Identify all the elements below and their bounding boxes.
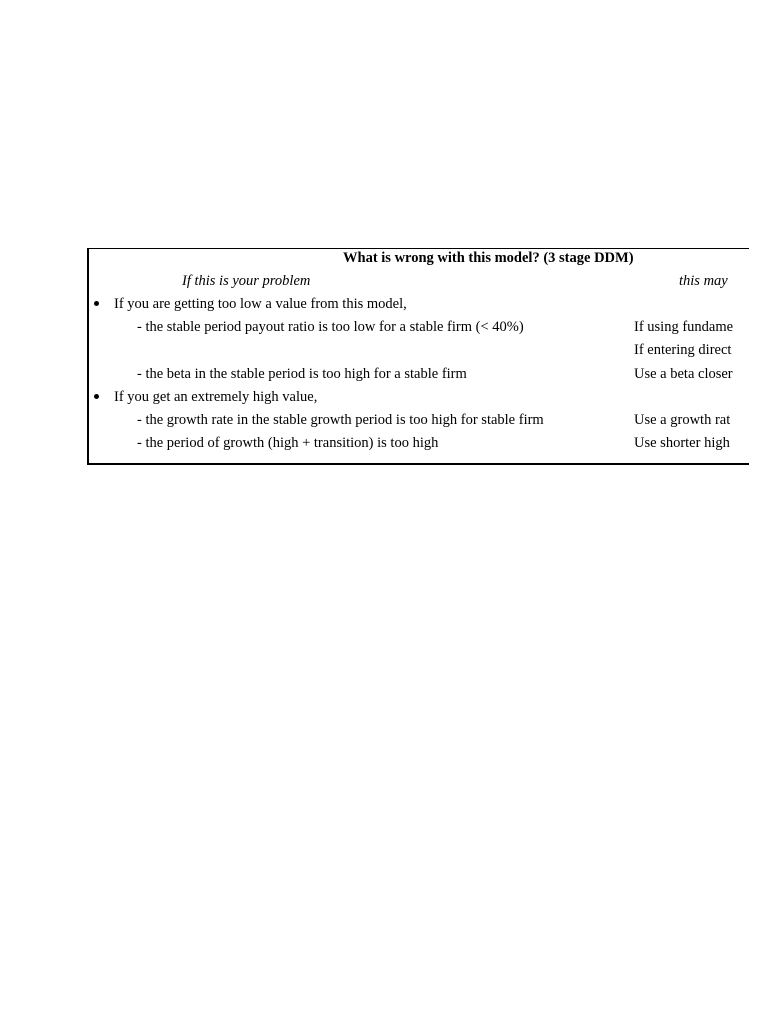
bullet-icon <box>94 394 99 399</box>
problem-row-payout-ratio: - the stable period payout ratio is too low for a stable firm (< 40%) <box>137 319 524 335</box>
problem-row-growth-period: - the period of growth (high + transition) is too high <box>137 435 439 451</box>
bullet-icon <box>94 301 99 306</box>
fix-row-payout-ratio-1: If using fundame <box>634 319 734 335</box>
section-heading-high-value: If you get an extremely high value, <box>114 389 318 405</box>
problem-row-growth-rate: - the growth rate in the stable growth period is too high for stable firm <box>137 412 544 428</box>
fix-row-growth-rate: Use a growth rat <box>634 412 731 428</box>
fix-row-beta: Use a beta closer <box>634 366 733 382</box>
problem-column-header: If this is your problem <box>182 273 311 289</box>
fix-column-header: this may <box>679 273 728 289</box>
page-title: What is wrong with this model? (3 stage DDM) <box>343 250 634 266</box>
spreadsheet-table <box>87 248 749 465</box>
fix-row-payout-ratio-2: If entering direct <box>634 342 732 358</box>
fix-row-growth-period: Use shorter high <box>634 435 730 451</box>
problem-row-beta: - the beta in the stable period is too high for a stable firm <box>137 366 467 382</box>
section-heading-low-value: If you are getting too low a value from this model, <box>114 296 407 312</box>
